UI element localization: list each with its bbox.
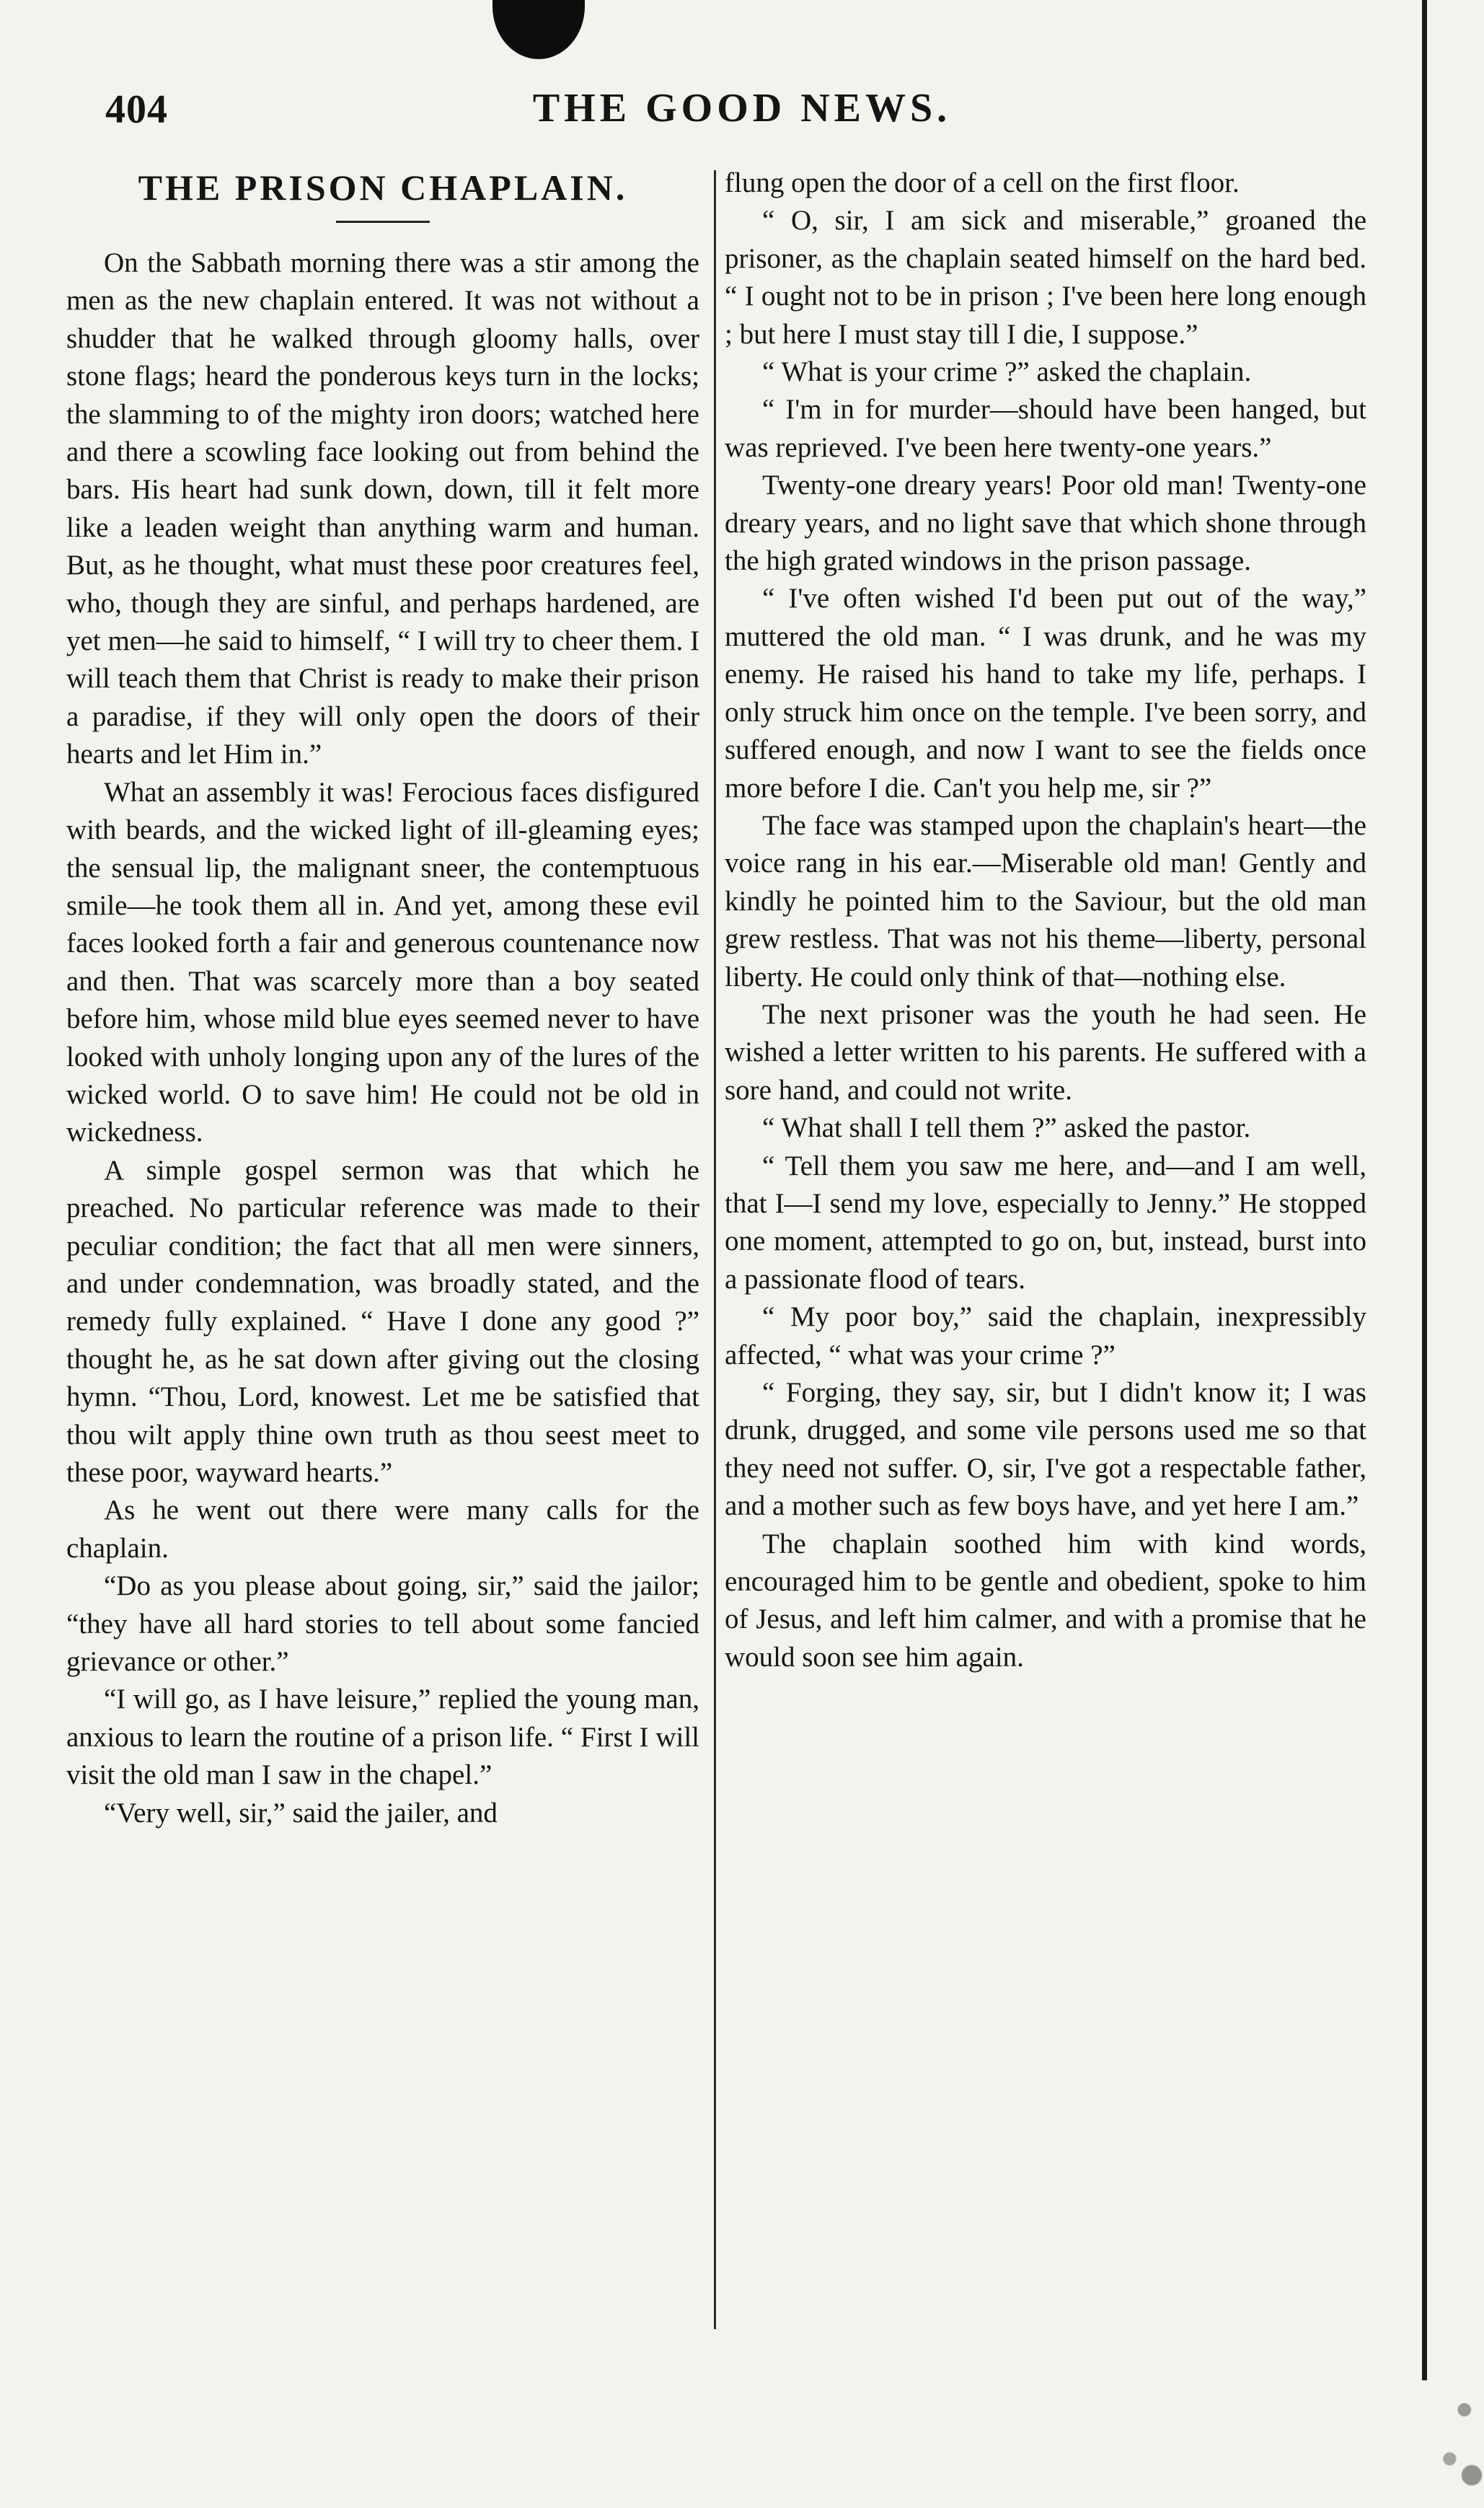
paragraph: “Very well, sir,” said the jailer, and <box>104 1797 498 1829</box>
left-column <box>66 164 699 1832</box>
page-edge-rule <box>1422 0 1427 2380</box>
paragraph: The next prisoner was the youth he had seen. He wished a letter written to his parents. He suffered with a sore hand, and could not write. <box>725 998 1366 1106</box>
paragraph: “I will go, as I have leisure,” replied the young man, anxious to learn the routine of a prison life. “ First I will visit the old man I saw in the chapel.” <box>66 1684 699 1791</box>
ink-blot <box>493 0 585 59</box>
paragraph: Twenty-one dreary years! Poor old man! Twenty-one dreary years, and no light save that which shone through the high grated windows in the prison passage. <box>725 470 1366 577</box>
paragraph: On the Sabbath morning there was a stir among the men as the new chaplain entered. It was not without a shudder that he walked through gloomy halls, over stone flags; heard the ponderous keys turn in the locks; the slamming to of the mighty iron doors; watched here and there a scowling face looking out from behind the bars. His heart had sunk down, down, till it felt more like a leaden weight than anything warm and human. But, as he thought, what must these poor creatures feel, who, though they are sinful, and perhaps hardened, are yet men—he said to himself, “ I will try to cheer them. I will teach them that Christ is ready to make their prison a paradise, if they will only open the doors of their hearts and let Him in.” <box>66 247 699 770</box>
column-divider <box>714 170 716 2329</box>
paragraph: “ What shall I tell them ?” asked the pastor. <box>762 1112 1251 1144</box>
page-number: 404 <box>105 87 168 132</box>
paragraph: The chaplain soothed him with kind words, encouraged him to be gentle and obedient, spoke to him of Jesus, and left him calmer, and with a promise that he would soon see him again. <box>725 1528 1366 1673</box>
paragraph: “Do as you please about going, sir,” said the jailor; “they have all hard stories to tell about some fancied grievance or other.” <box>66 1570 699 1678</box>
paragraph-continued: flung open the door of a cell on the first floor. <box>725 167 1240 198</box>
article-title: THE PRISON CHAPLAIN. <box>138 167 628 208</box>
right-column <box>725 164 1366 1676</box>
paragraph: What an assembly it was! Ferocious faces disfigured with beards, and the wicked light of ill-gleaming eyes; the sensual lip, the malignant sneer, the contemptuous smile—he took them all in. And yet, among these evil faces looked forth a fair and generous countenance now and then. That was scarcely more than a boy seated before him, whose mild blue eyes seemed never to have looked with unholy longing upon any of the lures of the wicked world. O to save him! He could not be old in wickedness. <box>66 776 699 1148</box>
paragraph: The face was stamped upon the chaplain's heart—the voice rang in his ear.—Miserable old man! Gently and kindly he pointed him to the Saviour, but the old man grew restless. That was not his theme—liberty, personal liberty. He could only think of that—nothing else. <box>725 809 1366 993</box>
paragraph: A simple gospel sermon was that which he preached. No particular reference was made to their peculiar condition; the fact that all men were sinners, and under condemnation, was broadly stated, and the remedy fully explained. “ Have I done any good ?” thought he, as he sat down after giving out the closing hymn. “Thou, Lord, knowest. Let me be satisfied that thou wilt apply thine own truth as thou seest meet to these poor, wayward hearts.” <box>66 1154 699 1488</box>
paragraph: “ Forging, they say, sir, but I didn't know it; I was drunk, drugged, and some vile persons used me so that they need not suffer. O, sir, I've got a respectable father, and a mother such as few boys have, and yet here I am.” <box>725 1377 1366 1522</box>
paragraph: “ My poor boy,” said the chaplain, inexpressibly affected, “ what was your crime ?” <box>725 1301 1366 1370</box>
paragraph: “ O, sir, I am sick and miserable,” groaned the prisoner, as the chaplain seated himself on the hard bed. “ I ought not to be in prison ; I've been here long enough ; but here I must stay till I die, I suppose.” <box>725 205 1366 350</box>
paragraph: “ I've often wished I'd been put out of the way,” muttered the old man. “ I was drunk, and he was my enemy. He raised his hand to take my life, perhaps. I only struck him once on the temple. I've been sorry, and suffered enough, and now I want to see the fields once more before I die. Can't you help me, sir ?” <box>725 583 1366 804</box>
paragraph: “ What is your crime ?” asked the chaplain. <box>762 356 1252 388</box>
paragraph: “ I'm in for murder—should have been hanged, but was reprieved. I've been here twenty-one years.” <box>725 394 1366 463</box>
paragraph: As he went out there were many calls for the chaplain. <box>66 1495 699 1564</box>
title-rule <box>336 221 430 223</box>
running-title: THE GOOD NEWS. <box>532 86 952 131</box>
print-speckle <box>1435 2344 1484 2508</box>
paragraph: “ Tell them you saw me here, and—and I am well, that I—I send my love, especially to Jenny.” He stopped one moment, attempted to go on, but, instead, burst into a passionate flood of tears. <box>725 1150 1366 1295</box>
